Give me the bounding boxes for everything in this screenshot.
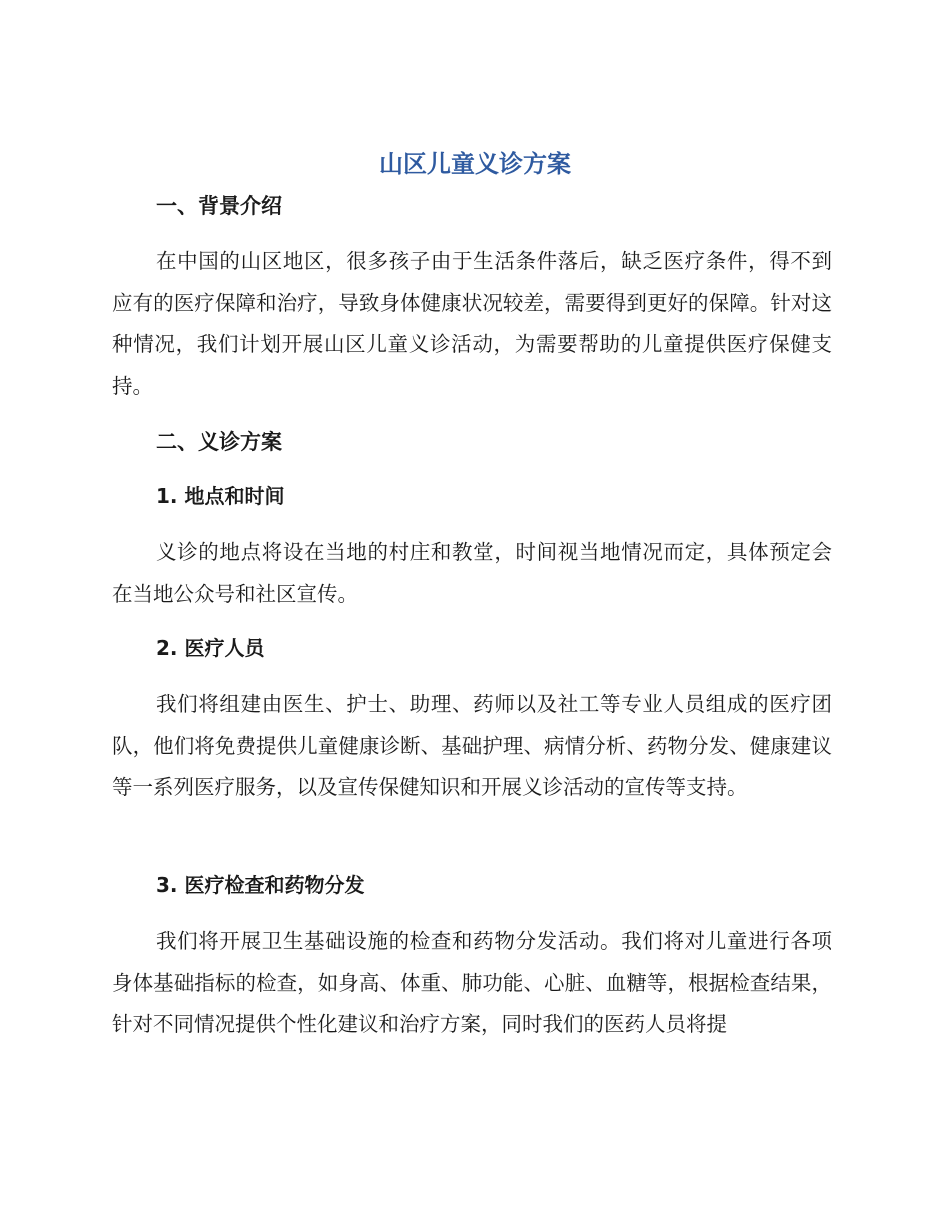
- exam-paragraph: 我们将开展卫生基础设施的检查和药物分发活动。我们将对儿童进行各项身体基础指标的检查，如身高、体重、肺功能、心脏、血糖等，根据检查结果，针对不同情况提供个性化建议和治疗方案，同时我们的医药人员将提: [112, 929, 832, 1036]
- subsection-heading-staff: 2. 医疗人员: [156, 636, 265, 660]
- section-heading-background: 一、背景介绍: [156, 194, 282, 218]
- background-paragraph: 在中国的山区地区，很多孩子由于生活条件落后，缺乏医疗条件，得不到应有的医疗保障和治疗，导致身体健康状况较差，需要得到更好的保障。针对这种情况，我们计划开展山区儿童义诊活动，为需要帮助的儿童提供医疗保健支持。: [112, 249, 832, 398]
- subsection-heading-location: 1. 地点和时间: [156, 484, 285, 508]
- document-title: 山区儿童义诊方案: [379, 150, 571, 178]
- section-heading-plan: 二、义诊方案: [156, 430, 282, 454]
- location-paragraph: 义诊的地点将设在当地的村庄和教堂，时间视当地情况而定，具体预定会在当地公众号和社区宣传。: [112, 540, 832, 606]
- staff-paragraph: 我们将组建由医生、护士、助理、药师以及社工等专业人员组成的医疗团队，他们将免费提供儿童健康诊断、基础护理、病情分析、药物分发、健康建议等一系列医疗服务，以及宣传保健知识和开展义诊活动的宣传等支持。: [112, 692, 832, 799]
- subsection-heading-exam: 3. 医疗检查和药物分发: [156, 873, 365, 897]
